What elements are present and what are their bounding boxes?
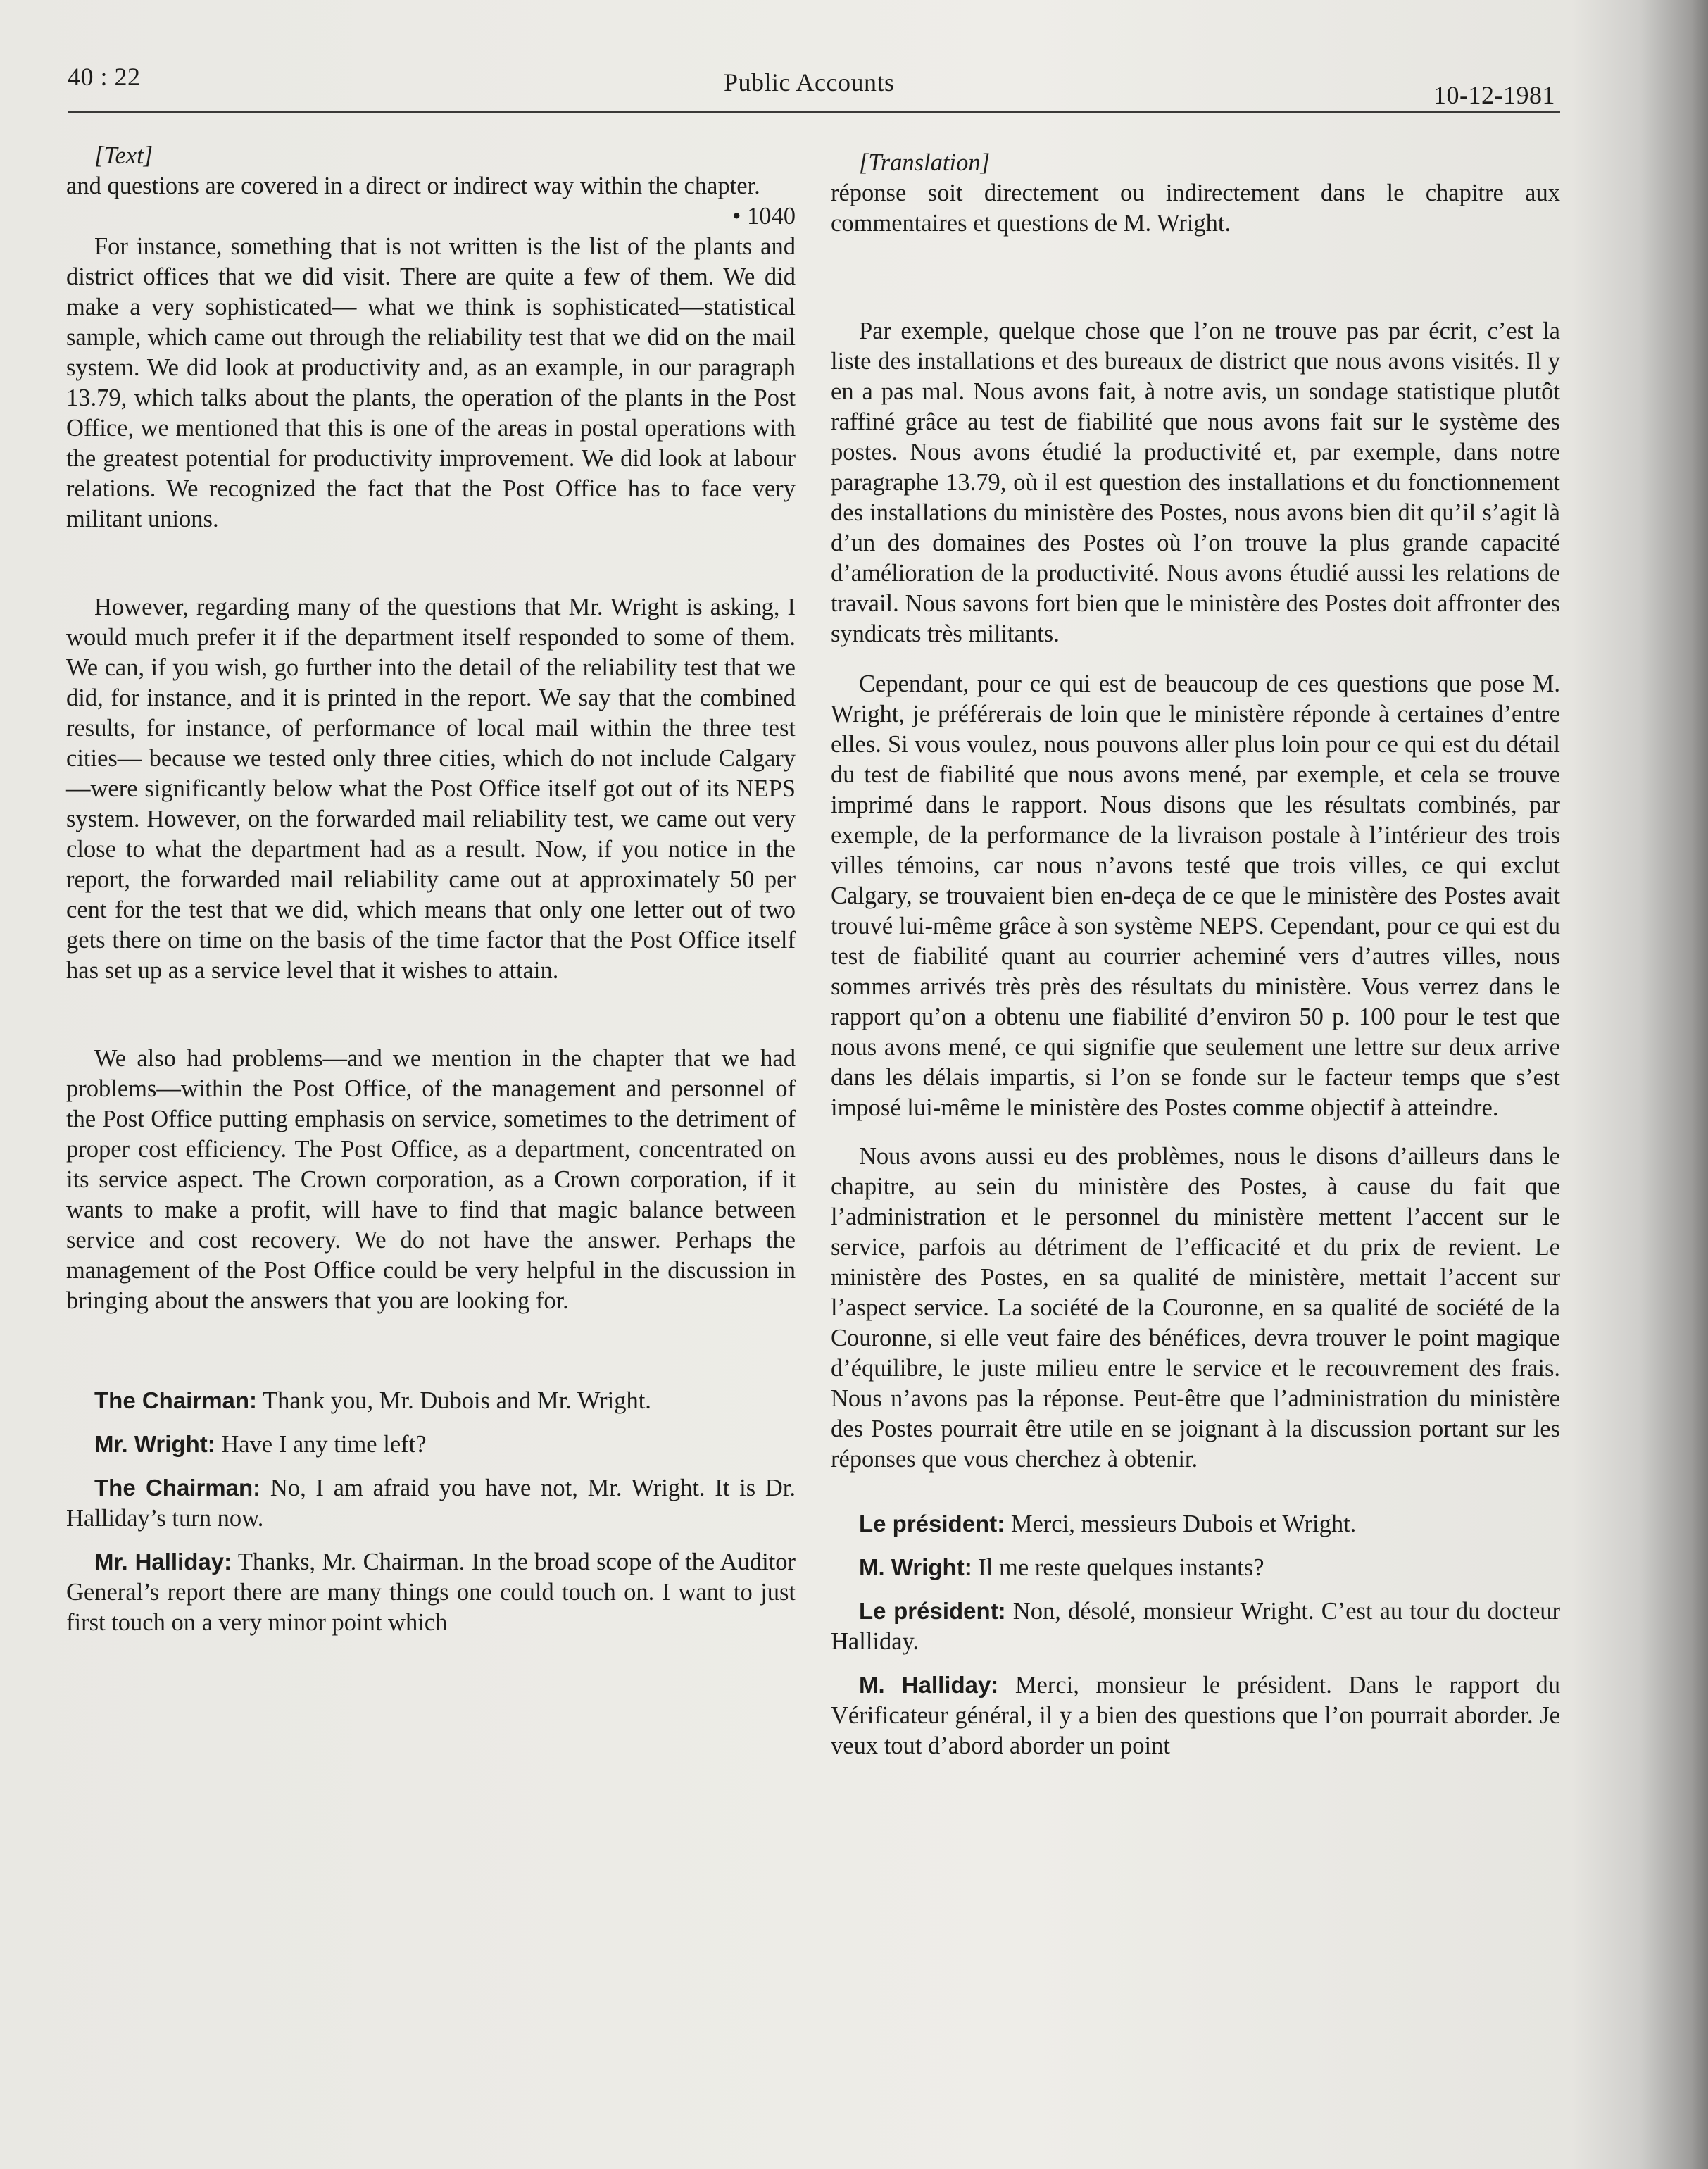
paragraph: However, regarding many of the questions that Mr. Wright is asking, I would much prefer it if the department itself responded to some of them. We can, if you wish, go further into the detail of the reliability test that we did, for instance, and it is printed in the report. We say that the combined results, for instance, of performance of local mail within the three test cities— because we tested only three cities, which do not include Calgary—were significantly below what the Post Office itself got out of its NEPS system. However, on the forwarded mail reliability test, we came out very close to what the department had as a result. Now, if you notice in the report, the forwarded mail reliability came out at approximately 50 per cent for the test that we did, which means that only one letter out of two gets there on time on the basis of the time factor that the Post Office itself has set up as a service level that it wishes to attain. xyxy=(66,594,796,984)
speech-text: Merci, monsieur le président. Dans le rapport du Vérificateur général, il y a bien des questions que l’on pourrait aborder. Je veux tout d’abord aborder un point xyxy=(831,1672,1560,1759)
speech-paragraph xyxy=(831,1508,1560,1539)
speech-text: Have I any time left? xyxy=(215,1431,427,1458)
speaker-name: Le président: xyxy=(859,1598,1006,1624)
speaker-name: The Chairman: xyxy=(94,1475,261,1501)
paragraph: Cependant, pour ce qui est de beaucoup de ces questions que pose M. Wright, je préférerais de loin que le ministère réponde à certaines d’entre elles. Si vous voulez, nous pouvons aller plus loin pour ce qui est du détail du test de fiabilité que nous avons mené, par exemple, et cela se trouve imprimé dans le rapport. Nous disons que les résultats combinés, par exemple, de la performance de la livraison postale à l’intérieur des trois villes témoins, car nous n’avons testé que trois villes, ce qui exclut Calgary, se trouvaient bien en-deça de ce que le ministère des Postes avait trouvé lui-même grâce à son système NEPS. Cependant, pour ce qui est du test de fiabilité quant au courrier acheminé vers d’autres villes, nous sommes arrivés très près des résultats du ministère. Vous verrez dans le rapport qu’on a obtenu une fiabilité d’environ 50 p. 100 pour le test que nous avons mené, ce qui signifie que seulement une lettre sur deux arrive dans les délais impartis, si l’on se fonde sur le facteur temps que s’est imposé lui-même le ministère des Postes comme objectif à atteindre. xyxy=(831,670,1560,1121)
running-title: Public Accounts xyxy=(724,68,895,96)
speaker-name: M. Halliday: xyxy=(859,1672,999,1698)
header-rule xyxy=(68,111,1560,113)
speaker-name: Mr. Wright: xyxy=(94,1431,215,1457)
paragraph: Par exemple, quelque chose que l’on ne trouve pas par écrit, c’est la liste des installations et des bureaux de district que nous avons visités. Il y en a pas mal. Nous avons fait, à notre avis, un sondage statistique plutôt raffiné grâce au test de fiabilité que nous avons fait sur le système des postes. Nous avons étudié la productivité et, par exemple, dans notre paragraphe 13.79, où il est question des installations et du fonctionnement des installations du ministère des Postes, nous avons bien dit qu’il s’agit là d’un des domaines des Postes où l’on trouve la plus grande capacité d’amélioration de la productivité. Nous avons étudié aussi les relations de travail. Nous savons fort bien que le ministère des Postes doit affronter des syndicats très militants. xyxy=(831,318,1560,647)
time-marker: • 1040 xyxy=(732,203,796,230)
speaker-name: M. Wright: xyxy=(859,1554,972,1580)
speech-paragraph xyxy=(66,1546,796,1638)
speech-paragraph xyxy=(831,1596,1560,1657)
speech-paragraph xyxy=(831,1670,1560,1761)
page-number: 40 : 22 xyxy=(68,63,141,91)
speaker-name: Mr. Halliday: xyxy=(94,1549,232,1575)
page-date: 10-12-1981 xyxy=(1433,81,1555,109)
speech-paragraph xyxy=(66,1429,796,1460)
french-column xyxy=(831,148,1560,1761)
speech-text: Non, désolé, monsieur Wright. C’est au tour du docteur Halliday. xyxy=(831,1598,1561,1655)
paragraph: réponse soit directement ou indirectement dans le chapitre aux commentaires et questions de M. Wright. xyxy=(831,180,1560,237)
english-column xyxy=(66,141,796,1638)
speech-text: No, I am afraid you have not, Mr. Wright. It is Dr. Halliday’s turn now. xyxy=(66,1475,796,1532)
speaker-name: Le président: xyxy=(859,1511,1005,1537)
speech-text: Merci, messieurs Dubois et Wright. xyxy=(1005,1511,1357,1537)
speech-text: Il me reste quelques instants? xyxy=(972,1554,1264,1581)
speech-text: Thank you, Mr. Dubois and Mr. Wright. xyxy=(257,1387,651,1414)
speech-paragraph xyxy=(831,1552,1560,1583)
language-tag: [Translation] xyxy=(859,149,990,176)
paragraph: and questions are covered in a direct or indirect way within the chapter. xyxy=(66,173,760,199)
speech-text: Thanks, Mr. Chairman. In the broad scope of the Auditor General’s report there are many things one could touch on. I want to just first touch on a very minor point which xyxy=(66,1549,796,1636)
speech-paragraph xyxy=(66,1473,796,1534)
paragraph: For instance, something that is not written is the list of the plants and district offices that we did visit. There are quite a few of them. We did make a very sophisticated— what we think is sophisticated—statistical sample, which came out through the reliability test that we did on the mail system. We did look at productivity and, as an example, in our paragraph 13.79, which talks about the plants, the operation of the plants in the Post Office, we mentioned that this is one of the areas in postal operations with the greatest potential for productivity improvement. We did look at labour relations. We recognized the fact that the Post Office has to face very militant unions. xyxy=(66,233,796,532)
language-tag: [Text] xyxy=(94,142,153,169)
paragraph: Nous avons aussi eu des problèmes, nous le disons d’ailleurs dans le chapitre, au sein du ministère des Postes, à cause du fait que l’administration et le personnel du ministère mettent l’accent sur le service, parfois au détriment de l’efficacité et du prix de revient. Le ministère des Postes, en sa qualité de ministère, mettait l’accent sur l’aspect service. La société de la Couronne, en sa qualité de société de la Couronne, si elle veut faire des bénéfices, devra trouver le point magique d’équilibre, le juste milieu entre le service et le recouvrement des frais. Nous n’avons pas la réponse. Peut-être que l’administration du ministère des Postes pourrait être utile en se joignant à la discussion portant sur les réponses que vous cherchez à obtenir. xyxy=(831,1143,1560,1473)
speech-paragraph xyxy=(66,1385,796,1416)
speaker-name: The Chairman: xyxy=(94,1387,258,1413)
paragraph: We also had problems—and we mention in the chapter that we had problems—within the Post Office, of the management and personnel of the Post Office putting emphasis on service, sometimes to the detriment of proper cost efficiency. The Post Office, as a department, concentrated on its service aspect. The Crown corporation, as a Crown corporation, if it wants to make a profit, will have to find that magic balance between service and cost recovery. We do not have the answer. Perhaps the management of the Post Office could be very helpful in the discussion in bringing about the answers that you are looking for. xyxy=(66,1045,796,1314)
